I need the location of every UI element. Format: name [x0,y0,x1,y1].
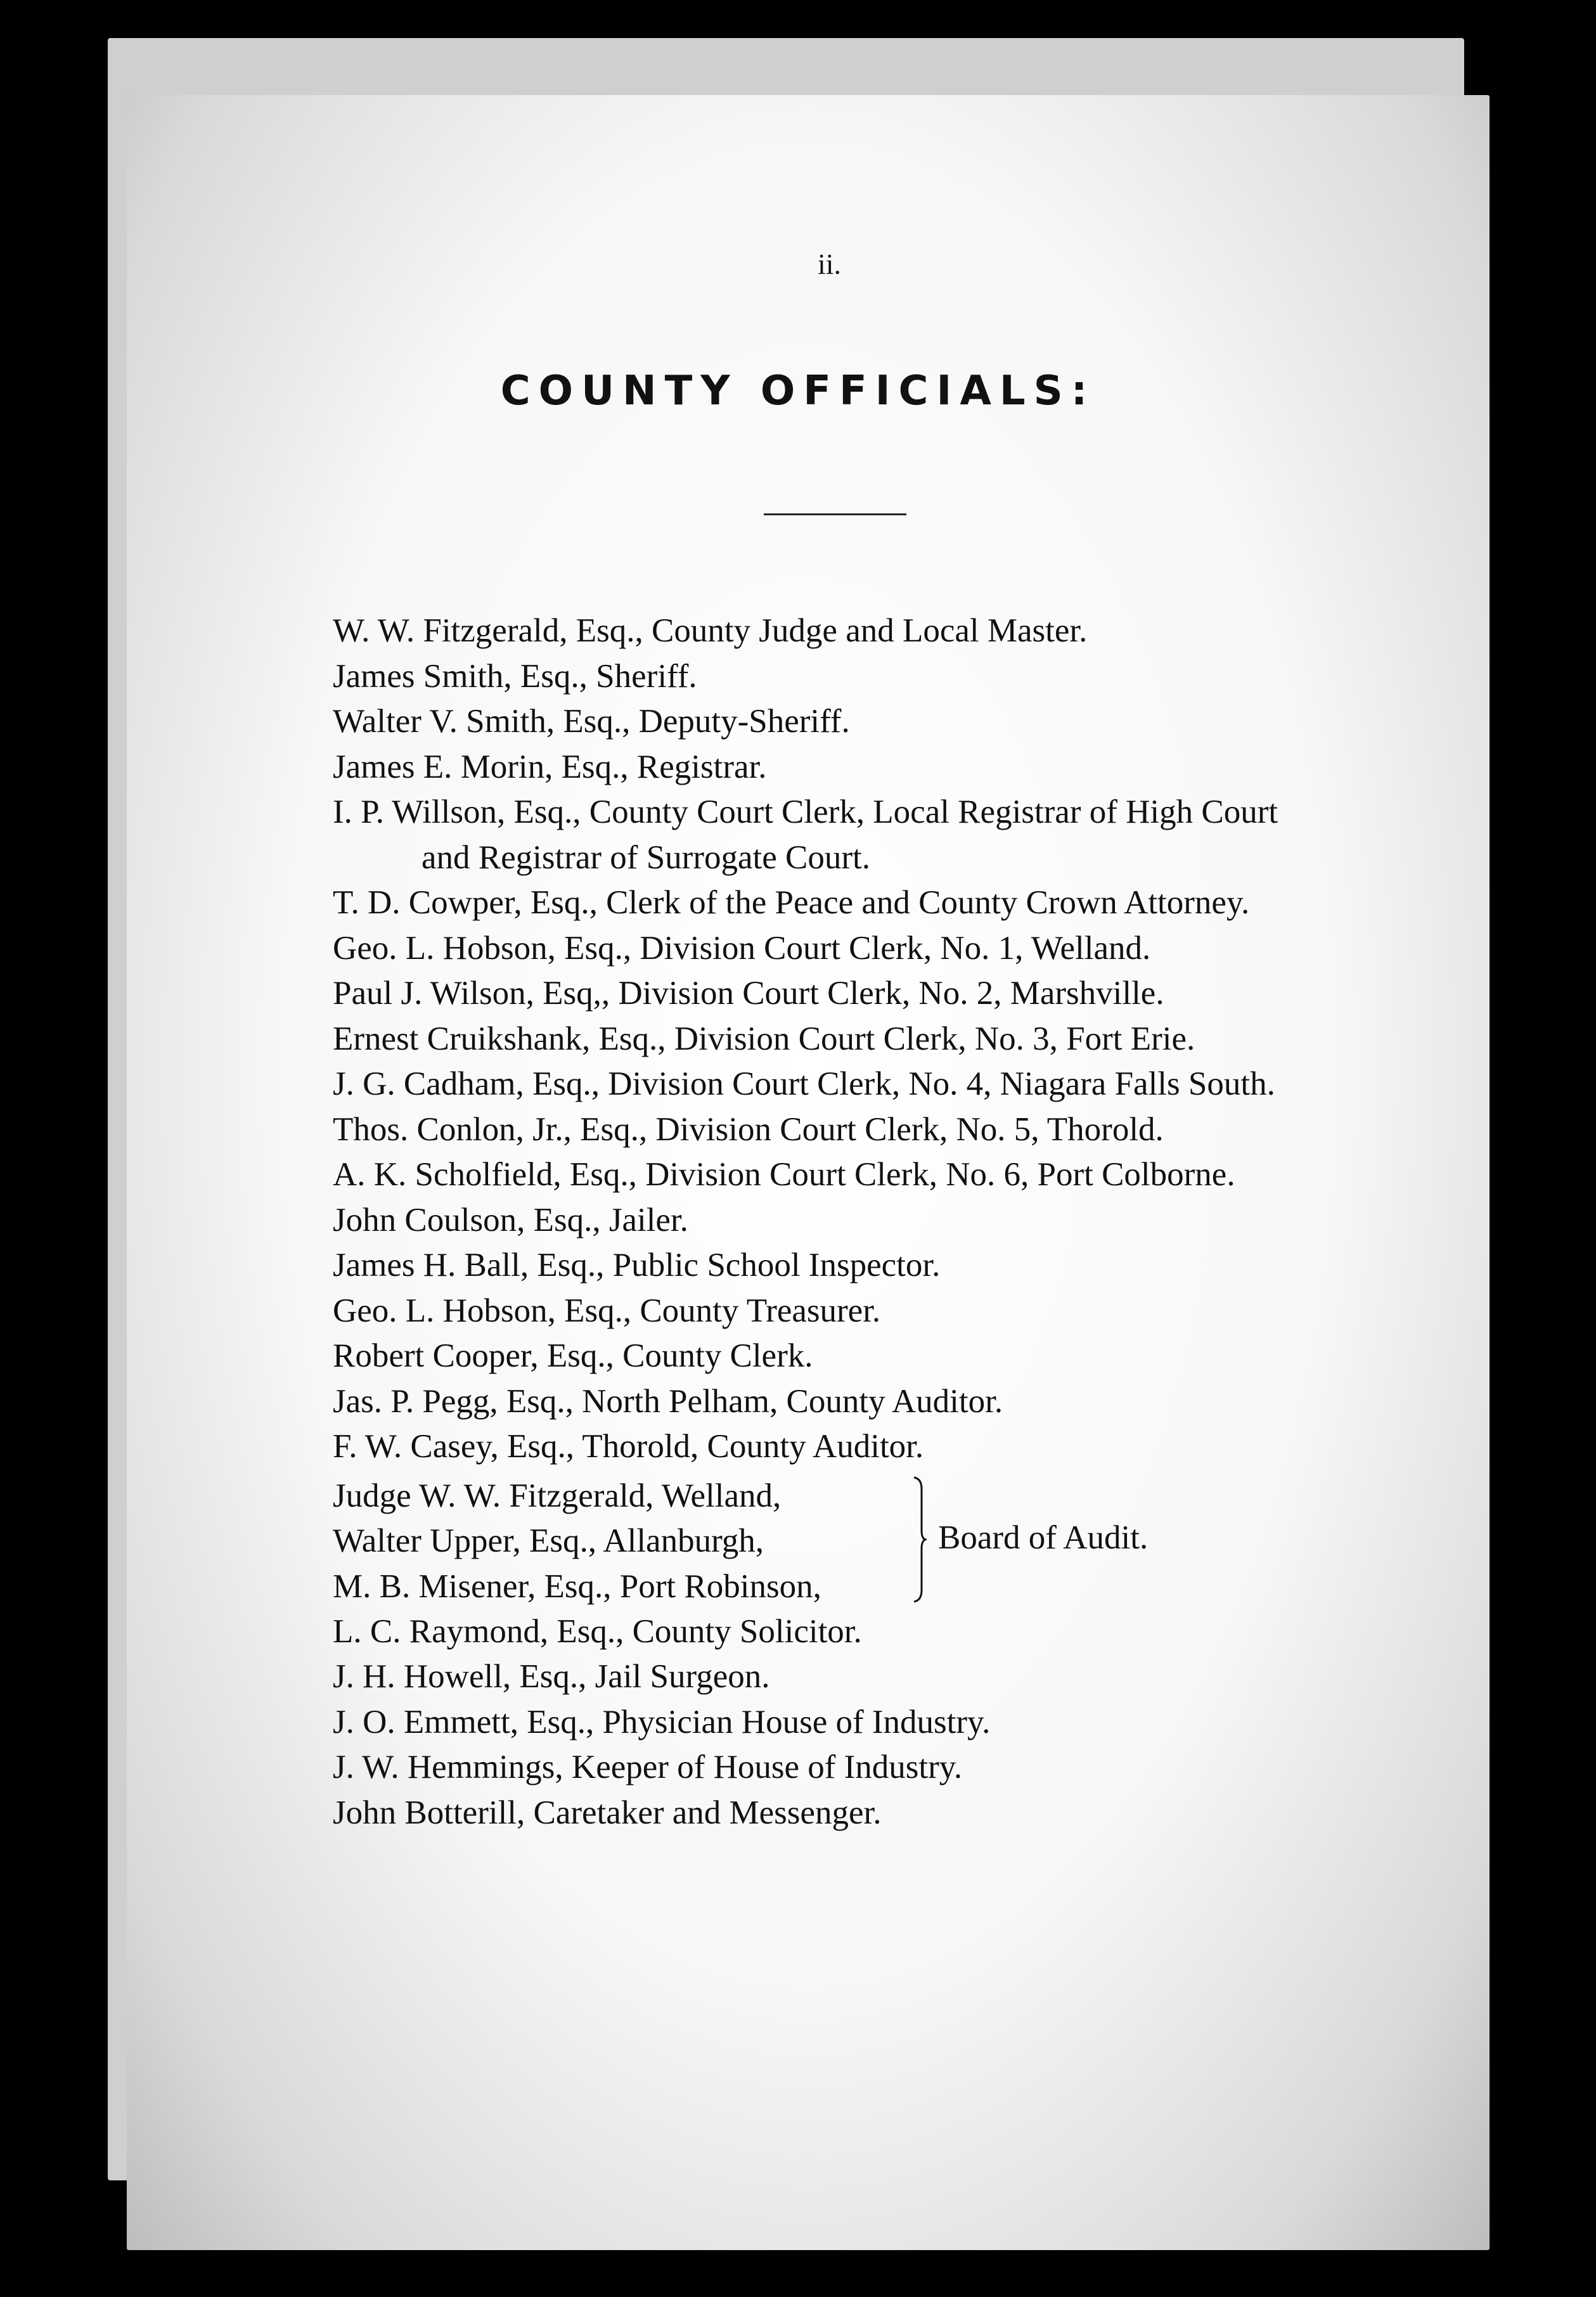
brace-icon [913,1476,927,1603]
official-entry: F. W. Casey, Esq., Thorold, County Auditor. [333,1428,924,1465]
official-entry: Geo. L. Hobson, Esq., County Treasurer. [333,1292,881,1329]
page-number: ii. [818,248,842,280]
board-of-audit-label: Board of Audit. [938,1519,1149,1556]
official-entry: James E. Morin, Esq., Registrar. [333,748,767,785]
heading-rule [764,513,906,515]
board-of-audit-group [333,1474,1474,1609]
audit-member: Walter Upper, Esq., Allanburgh, [333,1522,764,1559]
official-entry: James H. Ball, Esq., Public School Inspector. [333,1247,941,1284]
official-entry-continuation: and Registrar of Surrogate Court. [422,839,870,876]
official-entry: John Botterill, Caretaker and Messenger. [333,1794,882,1831]
official-entry: Ernest Cruikshank, Esq., Division Court Clerk, No. 3, Fort Erie. [333,1020,1195,1057]
official-entry: Walter V. Smith, Esq., Deputy-Sheriff. [333,703,850,740]
official-entry: J. G. Cadham, Esq., Division Court Clerk, No. 4, Niagara Falls South. [333,1065,1275,1102]
official-entry: Robert Cooper, Esq., County Clerk. [333,1337,813,1374]
official-entry: T. D. Cowper, Esq., Clerk of the Peace and County Crown Attorney. [333,884,1250,921]
page-heading: COUNTY OFFICIALS: [500,368,1096,415]
official-entry: A. K. Scholfield, Esq., Division Court Clerk, No. 6, Port Colborne. [333,1156,1235,1193]
official-entry: John Coulson, Esq., Jailer. [333,1201,688,1239]
official-entry: L. C. Raymond, Esq., County Solicitor. [333,1612,862,1650]
official-entry: J. H. Howell, Esq., Jail Surgeon. [333,1658,770,1695]
official-entry: W. W. Fitzgerald, Esq., County Judge and Local Master. [333,612,1088,649]
official-entry: Jas. P. Pegg, Esq., North Pelham, County Auditor. [333,1382,1003,1420]
official-entry: J. O. Emmett, Esq., Physician House of Industry. [333,1703,991,1740]
officials-list-lower [333,1609,1474,1836]
official-entry: J. W. Hemmings, Keeper of House of Industry. [333,1749,963,1785]
officials-list-upper [333,608,1474,1470]
audit-member: Judge W. W. Fitzgerald, Welland, [333,1477,782,1514]
official-entry: Thos. Conlon, Jr., Esq., Division Court Clerk, No. 5, Thorold. [333,1110,1164,1148]
officials-list [333,608,1474,1836]
official-entry: James Smith, Esq., Sheriff. [333,657,697,695]
official-entry: Geo. L. Hobson, Esq., Division Court Clerk, No. 1, Welland. [333,929,1151,967]
official-entry: I. P. Willson, Esq., County Court Clerk, Local Registrar of High Court [333,794,1278,830]
audit-member: M. B. Misener, Esq., Port Robinson, [333,1567,821,1605]
official-entry: Paul J. Wilson, Esq,, Division Court Clerk, No. 2, Marshville. [333,975,1164,1012]
board-of-audit-members [333,1474,821,1610]
